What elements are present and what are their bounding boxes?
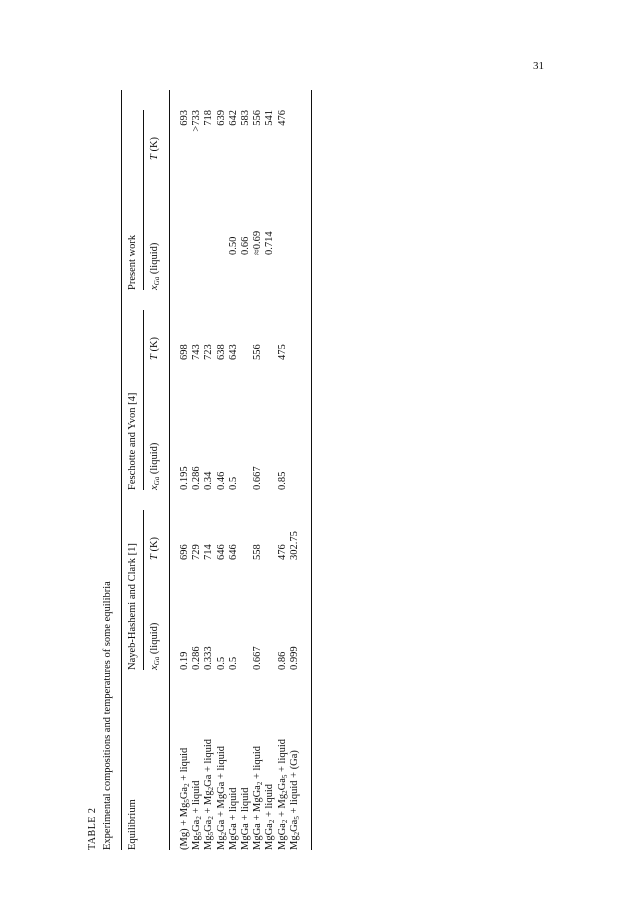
table-cell-ft: 475 — [276, 344, 288, 360]
table-cell-eq: MgGa + liquid — [227, 787, 239, 850]
subhead-x-1: $x_{Ga}$ (liquid) — [149, 622, 161, 670]
table-cell-eq: MgGa$_2$ + liquid — [264, 783, 277, 850]
table-caption — [85, 581, 115, 850]
table-cell-ft — [240, 344, 252, 360]
table-cell-px: 0.50 — [227, 236, 239, 255]
table-cell-pt: 583 — [239, 110, 251, 126]
table-cell-fx: 0.195 — [179, 466, 190, 490]
subhead-x-2: $x_{Ga}$ (liquid) — [149, 442, 161, 490]
table-cell-pt: 642 — [227, 110, 239, 126]
table-cell-eq: MgGa + liquid — [239, 787, 251, 850]
table-cell-px — [216, 231, 228, 255]
table-cell-nt: 476 — [276, 544, 288, 560]
table-cell-fx — [264, 466, 276, 490]
table-cell-ft: 743 — [191, 344, 203, 360]
table-cell-pt: 693 — [179, 110, 190, 126]
table-cell-px: ≈0.69 — [252, 230, 264, 255]
group-rule-2 — [143, 310, 144, 490]
table-cell-ft: 638 — [215, 344, 227, 360]
table-cell-eq: $Mg_5Ga_2 + Mg_2Ga$ + liquid — [203, 738, 216, 850]
table-cell-nx: 0.5 — [227, 656, 239, 670]
table-cell-ft: 556 — [252, 344, 264, 360]
table-cell-nt: 729 — [191, 544, 203, 560]
present-x-column — [179, 231, 301, 255]
table-cell-ft: 698 — [179, 344, 190, 360]
nayeb-t-column — [179, 531, 301, 560]
table-cell-px — [289, 231, 301, 255]
feschotte-t-column — [179, 344, 301, 360]
group-rule-3 — [143, 110, 144, 290]
group-header-nayeb: Nayeb-Hashemi and Clark [1] — [127, 543, 138, 670]
table-cell-eq: $Mg_2Ga$ + MgGa + liquid — [215, 745, 228, 850]
table-cell-fx: 0.286 — [191, 466, 203, 490]
table-cell-fx: 0.85 — [276, 471, 288, 490]
table-cell-nt: 646 — [215, 544, 227, 560]
subhead-x-3: $x_{Ga}$ (liquid) — [149, 242, 161, 290]
table-cell-eq: $Mg_5Ga_2$ + liquid — [191, 780, 204, 850]
table-cell-nt: 714 — [203, 544, 215, 560]
table-cell-pt: 541 — [264, 110, 276, 126]
table-cell-pt: 476 — [276, 110, 288, 126]
table-cell-nx: 0.5 — [215, 656, 227, 670]
table-cell-nx: 0.333 — [203, 646, 215, 670]
table-cell-px — [277, 231, 289, 255]
table-cell-nx: 0.999 — [288, 646, 300, 670]
table-cell-nx: 0.19 — [179, 651, 190, 670]
table-cell-nx — [240, 646, 252, 670]
bottom-rule — [311, 90, 312, 850]
table-cell-eq: MgGa$_2$ + $Mg_2Ga_5$ + liquid — [276, 738, 289, 850]
table-cell-pt: 718 — [203, 110, 215, 126]
table-cell-px — [191, 231, 203, 255]
table-cell-nt: 302.75 — [288, 531, 300, 560]
table-cell-nt — [264, 531, 276, 560]
table-cell-nt: 558 — [252, 544, 264, 560]
subhead-t-2: T (K) — [149, 336, 160, 360]
table-cell-pt: >733 — [191, 110, 203, 132]
table-title: Experimental compositions and temperatures of some equilibria — [102, 581, 113, 850]
table-label: TABLE 2 — [87, 807, 98, 850]
table-cell-fx: 0.34 — [203, 471, 215, 490]
feschotte-x-column — [179, 466, 301, 490]
table-cell-px — [179, 231, 191, 255]
table-cell-fx: 0.667 — [252, 466, 264, 490]
header-rule — [169, 90, 170, 850]
table-cell-eq: $Mg_2Ga_5$ + liquid + (Ga) — [288, 750, 301, 850]
group-rule-1 — [143, 510, 144, 670]
table-cell-pt: 639 — [215, 110, 227, 126]
table-cell-pt: 556 — [252, 110, 264, 126]
group-header-feschotte: Feschotte and Yvon [4] — [127, 392, 138, 490]
table-cell-fx — [289, 466, 301, 490]
table-cell-nx: 0.286 — [191, 646, 203, 670]
subhead-t-3: T (K) — [149, 136, 160, 160]
table-cell-eq: $(Mg) + Mg_5Ga_2$ + liquid — [179, 747, 191, 850]
equilibrium-column — [179, 739, 301, 850]
table-cell-nx: 0.86 — [276, 651, 288, 670]
table-cell-eq: MgGa + MgGa$_2$ + liquid — [252, 745, 265, 850]
table-cell-px: 0.66 — [239, 236, 251, 255]
subhead-t-1: T (K) — [149, 536, 160, 560]
table-cell-nx: 0.667 — [252, 646, 264, 670]
group-header-present: Present work — [127, 234, 138, 290]
table-cell-ft: 643 — [227, 344, 239, 360]
table-cell-px: 0.714 — [264, 231, 276, 255]
table-cell-ft: 723 — [203, 344, 215, 360]
table-cell-nt — [240, 531, 252, 560]
table-cell-ft — [264, 344, 276, 360]
top-rule — [121, 90, 122, 850]
equilibrium-header: Equilibrium — [127, 799, 138, 850]
table-cell-px — [203, 231, 215, 255]
table-cell-fx: 0.46 — [215, 471, 227, 490]
page-number: 31 — [533, 60, 544, 72]
nayeb-x-column — [179, 646, 301, 670]
rotated-table — [85, 90, 320, 850]
table-cell-nt: 696 — [179, 544, 190, 560]
table-cell-pt — [289, 110, 301, 138]
table-cell-fx: 0.5 — [227, 476, 239, 490]
table-cell-ft — [289, 344, 301, 360]
present-t-column — [179, 110, 301, 138]
table-cell-fx — [240, 466, 252, 490]
table-cell-nt: 646 — [227, 544, 239, 560]
table-cell-nx — [264, 646, 276, 670]
